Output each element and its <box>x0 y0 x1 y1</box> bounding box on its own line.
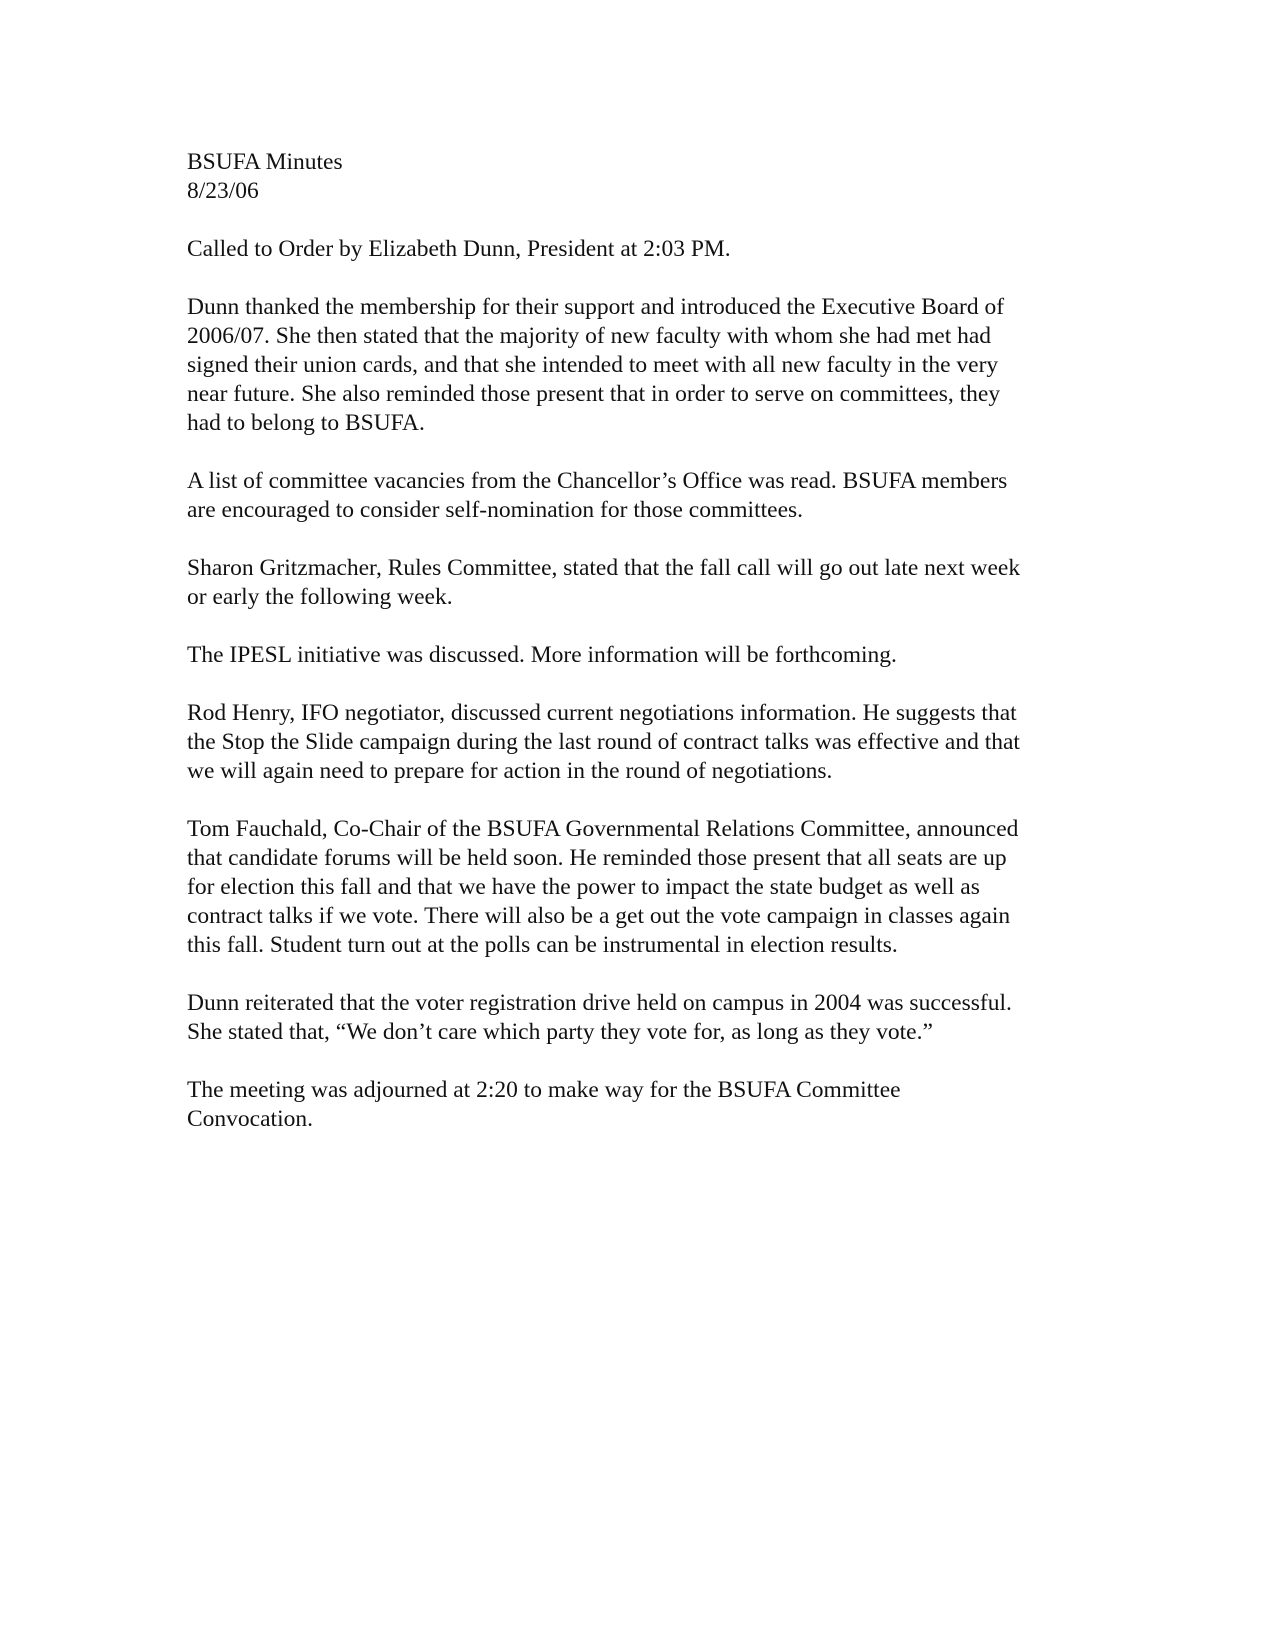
paragraph-line: The IPESL initiative was discussed. More information will be forthcoming. <box>187 642 897 668</box>
paragraph-line: signed their union cards, and that she intended to meet with all new faculty in the very <box>187 352 999 378</box>
document-header <box>187 148 1092 206</box>
minutes-paragraph <box>187 554 1092 612</box>
paragraph-line: Called to Order by Elizabeth Dunn, President at 2:03 PM. <box>187 236 731 262</box>
paragraph-line: Rod Henry, IFO negotiator, discussed current negotiations information. He suggests that <box>187 700 1017 726</box>
paragraph-line: that candidate forums will be held soon. He reminded those present that all seats are up <box>187 845 1007 871</box>
minutes-paragraph <box>187 293 1092 438</box>
paragraph-line: A list of committee vacancies from the Chancellor’s Office was read. BSUFA members <box>187 468 1008 494</box>
paragraph-line: She stated that, “We don’t care which party they vote for, as long as they vote.” <box>187 1019 933 1045</box>
paragraph-line: this fall. Student turn out at the polls can be instrumental in election results. <box>187 932 898 958</box>
paragraph-line: or early the following week. <box>187 584 453 610</box>
paragraph-list <box>187 235 1092 1134</box>
minutes-body <box>187 148 1092 1163</box>
paragraph-line: we will again need to prepare for action in the round of negotiations. <box>187 758 833 784</box>
paragraph-line: contract talks if we vote. There will also be a get out the vote campaign in classes again <box>187 903 1011 929</box>
minutes-paragraph <box>187 1076 1092 1134</box>
paragraph-line: Tom Fauchald, Co-Chair of the BSUFA Governmental Relations Committee, announced <box>187 816 1019 842</box>
minutes-paragraph <box>187 989 1092 1047</box>
minutes-paragraph <box>187 641 1092 670</box>
paragraph-line: had to belong to BSUFA. <box>187 410 425 436</box>
paragraph-line: The meeting was adjourned at 2:20 to make way for the BSUFA Committee <box>187 1077 901 1103</box>
paragraph-line: for election this fall and that we have the power to impact the state budget as well as <box>187 874 980 900</box>
minutes-paragraph <box>187 815 1092 960</box>
paragraph-line: Convocation. <box>187 1106 313 1132</box>
minutes-paragraph <box>187 467 1092 525</box>
paragraph-line: the Stop the Slide campaign during the last round of contract talks was effective and that <box>187 729 1020 755</box>
paragraph-line: Dunn thanked the membership for their support and introduced the Executive Board of <box>187 294 1005 320</box>
document-date: 8/23/06 <box>187 178 259 204</box>
paragraph-line: Sharon Gritzmacher, Rules Committee, stated that the fall call will go out late next week <box>187 555 1021 581</box>
minutes-paragraph <box>187 699 1092 786</box>
document-title: BSUFA Minutes <box>187 149 343 175</box>
paragraph-line: are encouraged to consider self-nomination for those committees. <box>187 497 804 523</box>
minutes-paragraph <box>187 235 1092 264</box>
paragraph-line: near future. She also reminded those present that in order to serve on committees, they <box>187 381 1001 407</box>
paragraph-line: 2006/07. She then stated that the majority of new faculty with whom she had met had <box>187 323 992 349</box>
paragraph-line: Dunn reiterated that the voter registration drive held on campus in 2004 was successful. <box>187 990 1012 1016</box>
